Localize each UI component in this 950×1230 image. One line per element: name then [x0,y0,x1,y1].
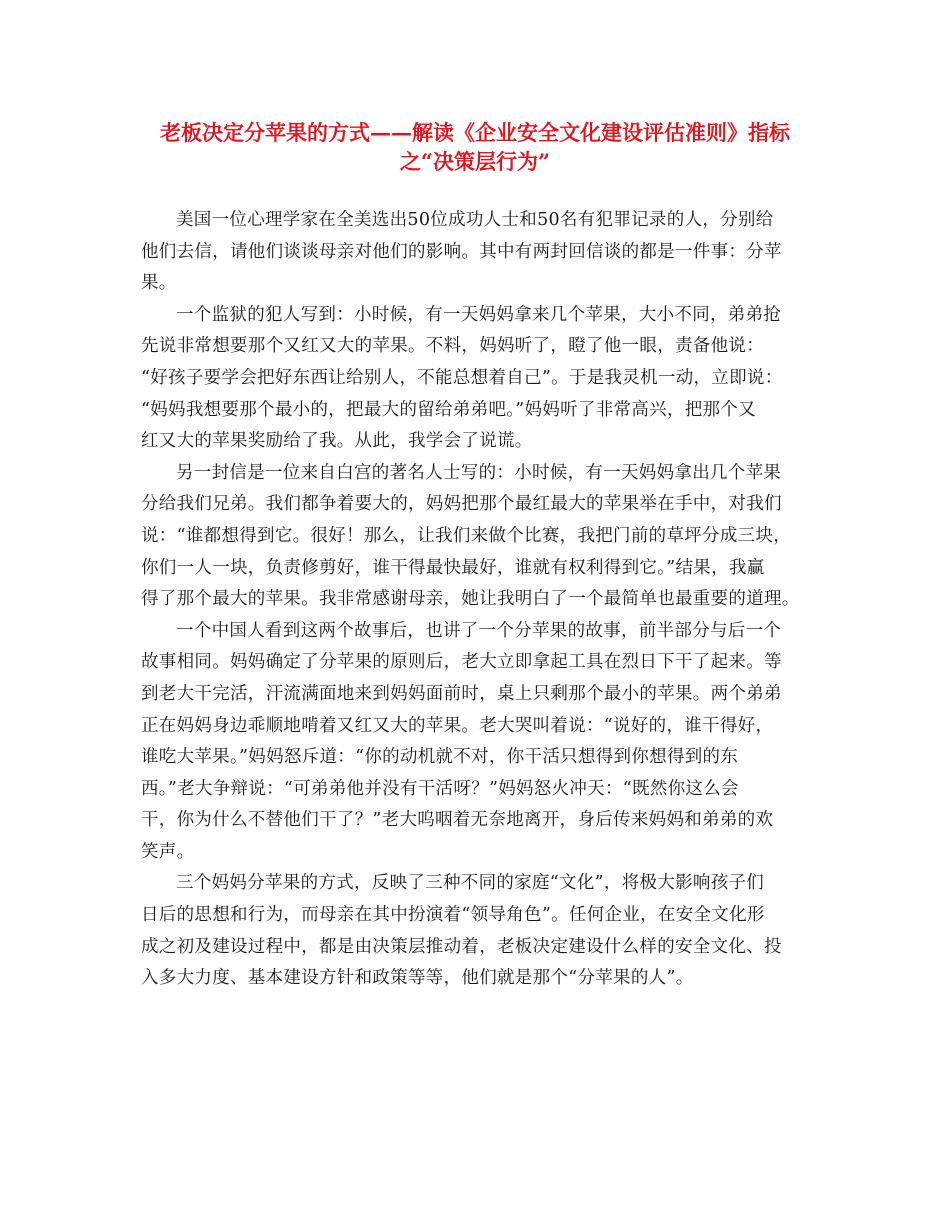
text-line: “妈妈我想要那个最小的，把最大的留给弟弟吧。”妈妈听了非常高兴，把那个又 [141,399,756,420]
text-line: 三个妈妈分苹果的方式，反映了三种不同的家庭“文化”，将极大影响孩子们 [176,873,765,894]
title-line: 之“决策层行为” [399,149,551,174]
text-line: 分给我们兄弟。我们都争着要大的，妈妈把那个最红最大的苹果举在手中，对我们 [141,494,782,515]
paragraph [141,868,806,994]
text-line: 西。”老大争辩说：“可弟弟他并没有干活呀？”妈妈怒火冲天：“既然你这么会 [141,778,739,799]
text-line: 干，你为什么不替他们干了？”老大呜咽着无奈地离开，身后传来妈妈和弟弟的欢 [141,810,774,831]
text-line: 笑声。 [141,841,195,862]
text-line: 正在妈妈身边乖顺地啃着又红又大的苹果。老大哭叫着说：“说好的，谁干得好， [141,715,774,736]
text-line: 谁吃大苹果。”妈妈怒斥道：“你的动机就不对，你干活只想得到你想得到的东 [141,747,739,768]
text-line: 入多大力度、基本建设方针和政策等等，他们就是那个“分苹果的人”。 [141,968,694,989]
text-line: 他们去信，请他们谈谈母亲对他们的影响。其中有两封回信谈的都是一件事：分苹 [141,241,782,262]
text-line: 你们一人一块，负责修剪好，谁干得最快最好，谁就有权利得到它。”结果，我赢 [141,557,765,578]
text-line: 说：“谁都想得到它。很好！那么，让我们来做个比赛，我把门前的草坪分成三块， [141,525,792,546]
document-body [141,205,806,995]
text-line: 美国一位心理学家在全美选出50位成功人士和50名有犯罪记录的人，分别给 [176,210,774,230]
text-line: 故事相同。妈妈确定了分苹果的原则后，老大立即拿起工具在烈日下干了起来。等 [141,652,782,673]
document-title [120,118,830,176]
paragraph [141,205,806,300]
text-line: 日后的思想和行为，而母亲在其中扮演着“领导角色”。任何企业，在安全文化形 [141,905,765,926]
paragraph [141,458,806,616]
text-line: 一个中国人看到这两个故事后，也讲了一个分苹果的故事，前半部分与后一个 [176,620,782,641]
text-line: 果。 [141,273,177,294]
text-line: 到老大干完活，汗流满面地来到妈妈面前时，桌上只剩那个最小的苹果。两个弟弟 [141,683,782,704]
text-line: “好孩子要学会把好东西让给别人，不能总想着自己”。于是我灵机一动，立即说： [141,367,783,388]
text-line: 另一封信是一位来自白宫的著名人士写的：小时候，有一天妈妈拿出几个苹果 [176,462,782,483]
text-line: 一个监狱的犯人写到：小时候，有一天妈妈拿来几个苹果，大小不同，弟弟抢 [176,304,782,325]
text-line: 先说非常想要那个又红又大的苹果。不料，妈妈听了，瞪了他一眼，责备他说： [141,336,764,357]
title-line: 老板决定分苹果的方式——解读《企业安全文化建设评估准则》指标 [160,120,790,145]
paragraph [141,300,806,458]
text-line: 得了那个最大的苹果。我非常感谢母亲，她让我明白了一个最简单也最重要的道理。 [141,589,800,610]
paragraph [141,616,806,869]
text-line: 成之初及建设过程中，都是由决策层推动着，老板决定建设什么样的安全文化、投 [141,936,782,957]
text-line: 红又大的苹果奖励给了我。从此，我学会了说谎。 [141,431,533,452]
